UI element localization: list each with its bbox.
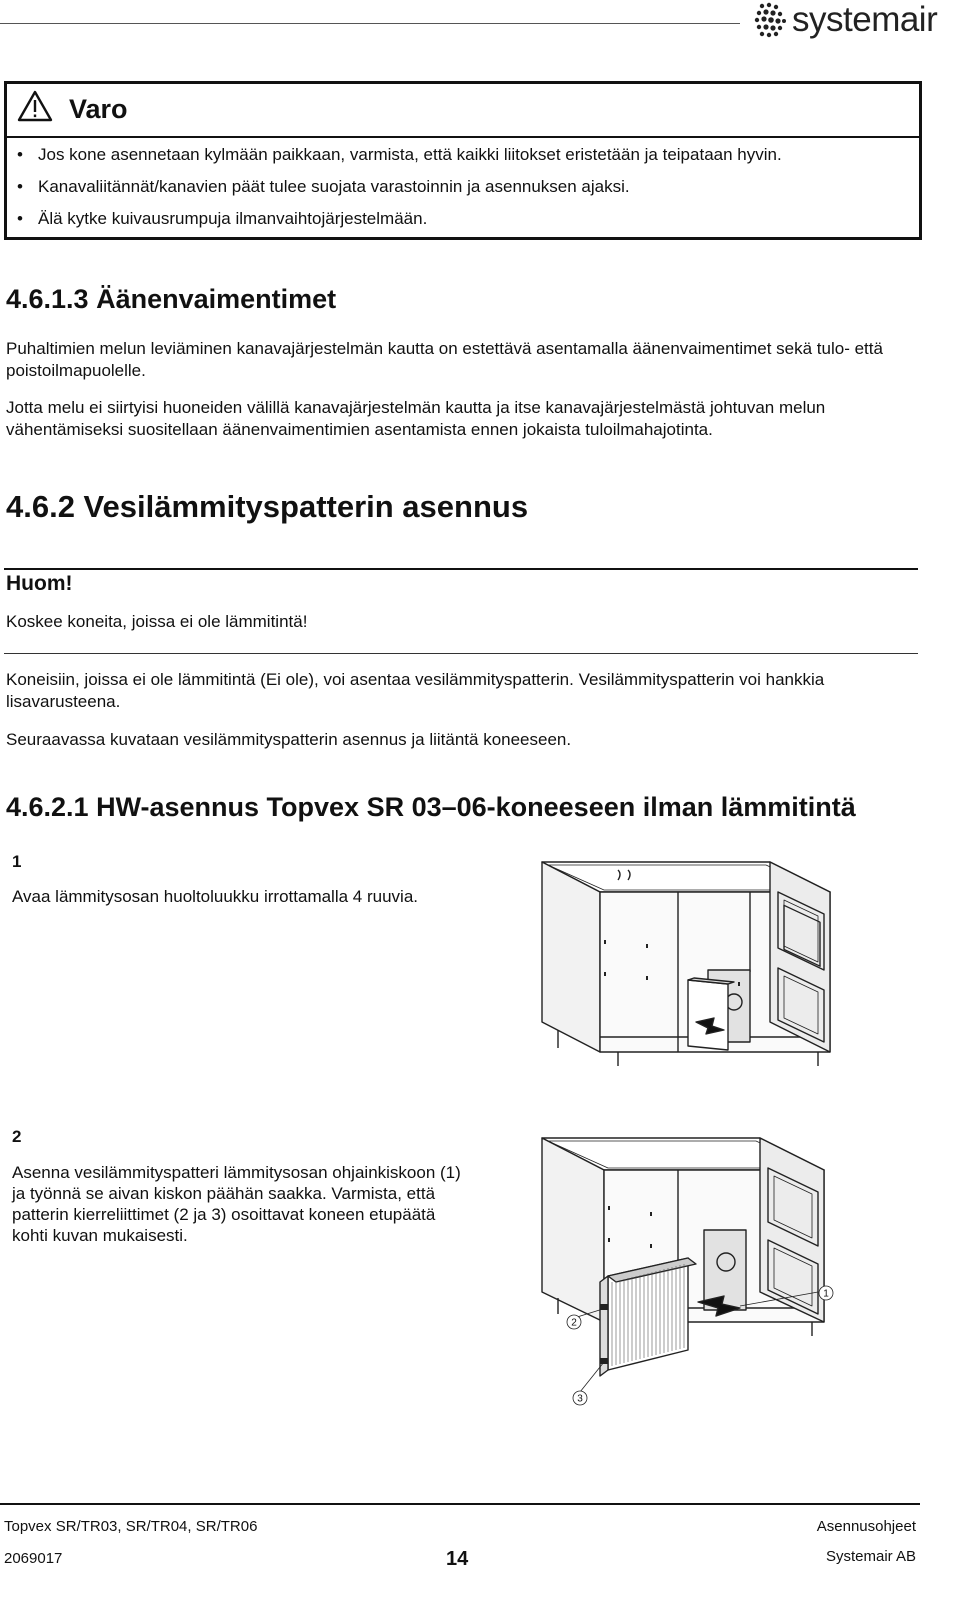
warning-title: Varo: [69, 94, 128, 124]
page-number: 14: [446, 1548, 469, 1570]
paragraph: Koneisiin, joissa ei ole lämmitintä (Ei ole), voi asentaa vesilämmityspatterin. Vesilämmityspatterin voi hankkia lisavarusteena.: [6, 670, 825, 711]
footer-rule: [0, 1503, 920, 1505]
note-text: Koskee koneita, joissa ei ole lämmitintä!: [6, 612, 308, 631]
warning-bullet: Jos kone asennetaan kylmään paikkaan, varmista, että kaikki liitokset eristetään ja teipataan hyvin.: [38, 145, 782, 164]
footer-doc-type: Asennusohjeet: [816, 1518, 916, 1535]
warning-triangle-icon: [17, 89, 53, 123]
brand-wordmark: systemair: [792, 0, 938, 39]
paragraph: Seuraavassa kuvataan vesilämmityspatterin asennus ja liitäntä koneeseen.: [6, 730, 572, 749]
warning-title-rule: [7, 136, 919, 138]
paragraph: Jotta melu ei siirtyisi huoneiden välillä kanavajärjestelmän kautta ja itse kanavajärjestelmästä johtuvan melun vähentämiseksi suositellaan äänenvaimentimien asentamista ennen jokaista tuloilmahajotinta.: [6, 398, 826, 439]
callout-2: 2: [571, 1317, 577, 1329]
section-heading: 4.6.2 Vesilämmityspatterin asennus: [6, 489, 529, 524]
paragraph: Puhaltimien melun leviäminen kanavajärjestelmän kautta on estettävä asentamalla äänenvaimentimet sekä tulo- että poistoilmapuolelle.: [6, 339, 883, 380]
heating-coil-installation-figure: [528, 1126, 848, 1416]
note-title: Huom!: [6, 572, 73, 595]
callout-3: 3: [577, 1393, 583, 1405]
bullet-icon: •: [17, 209, 23, 228]
warning-bullet: Kanavaliitännät/kanavien päät tulee suojata varastoinnin ja asennuksen ajaksi.: [38, 177, 630, 196]
bullet-icon: •: [17, 145, 23, 164]
unit-open-hatch-figure: [528, 852, 858, 1072]
note-bottom-rule: [4, 653, 918, 654]
footer-doc-number: 2069017: [4, 1550, 63, 1567]
section-heading: 4.6.2.1 HW-asennus Topvex SR 03–06-koneeseen ilman lämmitintä: [6, 792, 856, 822]
section-heading: 4.6.1.3 Äänenvaimentimet: [6, 284, 337, 314]
step-number: 1: [12, 852, 22, 871]
footer-company: Systemair AB: [825, 1548, 916, 1565]
bullet-icon: •: [17, 177, 23, 196]
note-top-rule: [4, 568, 918, 570]
step-text: Asenna vesilämmityspatteri lämmitysosan ohjainkiskoon (1) ja työnnä se aivan kiskon päähän saakka. Varmista, että patterin kierreliittimet (2 ja 3) osoittavat koneen etupäätä kohti kuvan mukaisesti.: [12, 1163, 461, 1245]
step-number: 2: [12, 1127, 22, 1146]
header-rule: [0, 23, 740, 24]
footer-product: Topvex SR/TR03, SR/TR04, SR/TR06: [4, 1518, 258, 1535]
warning-bullet: Älä kytke kuivausrumpuja ilmanvaihtojärjestelmään.: [38, 209, 428, 228]
callout-1: 1: [823, 1288, 829, 1300]
step-text: Avaa lämmitysosan huoltoluukku irrottamalla 4 ruuvia.: [12, 887, 418, 906]
